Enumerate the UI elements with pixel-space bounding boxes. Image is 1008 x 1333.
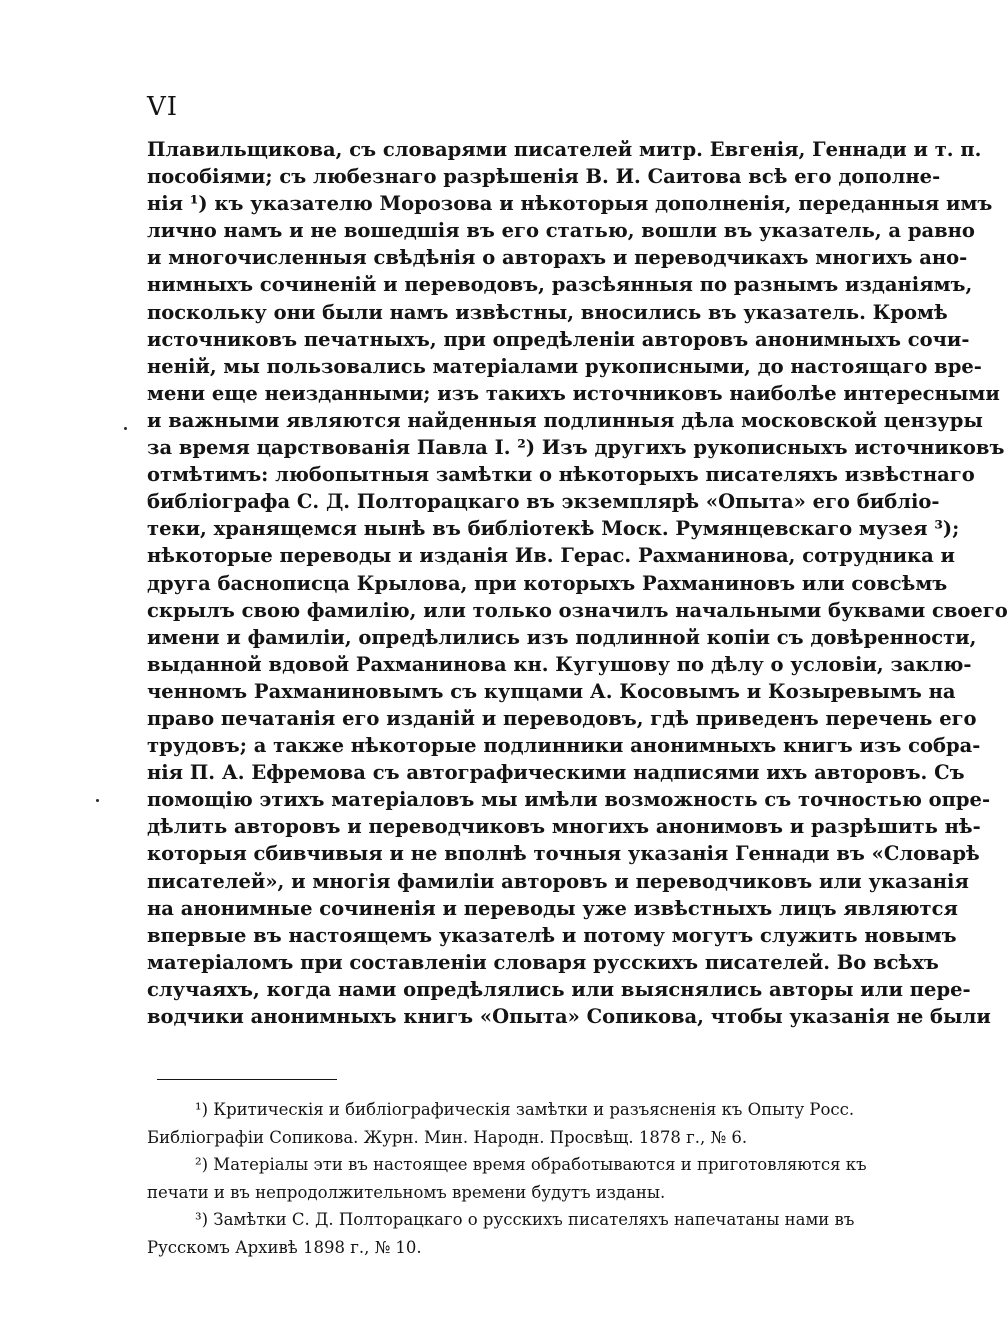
body-line: дѣлить авторовъ и переводчиковъ многихъ анонимовъ и разрѣшить нѣ- bbox=[147, 815, 981, 839]
body-line: за время царствованія Павла I. ²) Изъ другихъ рукописныхъ источниковъ bbox=[147, 436, 1005, 460]
body-line: нія ¹) къ указателю Морозова и нѣкоторыя дополненія, переданныя имъ bbox=[147, 192, 993, 216]
body-line: случаяхъ, когда нами опредѣлялись или выяснялись авторы или пере- bbox=[147, 977, 971, 1001]
footnote-line: Библіографіи Сопикова. Журн. Мин. Народн. Просвѣщ. 1878 г., № 6. bbox=[147, 1127, 748, 1147]
body-line: нѣкоторые переводы и изданія Ив. Герас. Рахманинова, сотрудника и bbox=[147, 544, 956, 568]
body-line: матеріаломъ при составленіи словаря русскихъ писателей. Во всѣхъ bbox=[147, 950, 939, 974]
scan-speck bbox=[124, 427, 127, 430]
body-line: скрылъ свою фамилію, или только означилъ начальными буквами своего bbox=[147, 598, 1008, 622]
body-line: Плавильщикова, съ словарями писателей митр. Евгенія, Геннади и т. п. bbox=[147, 138, 982, 161]
body-line: библіографа С. Д. Полторацкаго въ экземплярѣ «Опыта» его библіо- bbox=[147, 490, 940, 514]
footnote-3 bbox=[147, 1206, 853, 1261]
body-line: водчики анонимныхъ книгъ «Опыта» Сопикова, чтобы указанія не были bbox=[147, 1005, 991, 1028]
body-line: ченномъ Рахманиновымъ съ купцами А. Косовымъ и Козыревымъ на bbox=[147, 679, 956, 703]
body-line: лично намъ и не вошедшія въ его статью, вошли въ указатель, а равно bbox=[147, 219, 975, 243]
body-line: нимныхъ сочиненій и переводовъ, разсѣянныя по разнымъ изданіямъ, bbox=[147, 273, 973, 297]
body-line: и важными являются найденныя подлинныя дѣла московской цензуры bbox=[147, 408, 983, 432]
footnote-line: печати и въ непродолжительномъ времени будутъ изданы. bbox=[147, 1182, 666, 1202]
footnote-line: ¹) Критическія и библіографическія замѣтки и разъясненія къ Опыту Росс. bbox=[195, 1100, 855, 1119]
body-line: на анонимные сочиненія и переводы уже извѣстныхъ лицъ являются bbox=[147, 896, 958, 920]
footnote-divider bbox=[157, 1079, 337, 1080]
body-line: друга баснописца Крылова, при которыхъ Рахманиновъ или совсѣмъ bbox=[147, 571, 948, 595]
body-line: поскольку они были намъ извѣстны, вносились въ указатель. Кромѣ bbox=[147, 300, 948, 324]
body-line: помощію этихъ матеріаловъ мы имѣли возможность съ точностью опре- bbox=[147, 788, 991, 812]
body-line: мени еще неизданными; изъ такихъ источниковъ наиболѣе интересными bbox=[147, 381, 1000, 405]
body-line: имени и фамиліи, опредѣлились изъ подлинной копіи съ довѣренности, bbox=[147, 625, 977, 649]
body-line: теки, хранящемся нынѣ въ библіотекѣ Моск. Румянцевскаго музея ³); bbox=[147, 517, 960, 541]
footnotes bbox=[147, 1096, 867, 1261]
footnote-2 bbox=[147, 1151, 867, 1206]
footnote-1 bbox=[147, 1096, 853, 1151]
body-line: пособіями; съ любезнаго разрѣшенія В. И. Саитова всѣ его дополне- bbox=[147, 165, 941, 189]
body-line: нія П. А. Ефремова съ автографическими надписями ихъ авторовъ. Съ bbox=[147, 761, 965, 785]
footnote-line: ³) Замѣтки С. Д. Полторацкаго о русскихъ писателяхъ напечатаны нами въ bbox=[195, 1210, 855, 1229]
body-line: отмѣтимъ: любопытныя замѣтки о нѣкоторыхъ писателяхъ извѣстнаго bbox=[147, 463, 975, 487]
body-text bbox=[147, 136, 1008, 1030]
footnote-line: Русскомъ Архивѣ 1898 г., № 10. bbox=[147, 1237, 422, 1257]
body-line: впервые въ настоящемъ указателѣ и потому могутъ служить новымъ bbox=[147, 923, 957, 947]
footnote-line: ²) Матеріалы эти въ настоящее время обработываются и приготовляются къ bbox=[195, 1155, 867, 1174]
body-line: трудовъ; а также нѣкоторые подлинники анонимныхъ книгъ изъ собра- bbox=[147, 734, 981, 758]
scan-speck bbox=[96, 799, 99, 802]
page-number: VI bbox=[147, 92, 179, 122]
body-line: выданной вдовой Рахманинова кн. Кугушову по дѣлу о условіи, заклю- bbox=[147, 652, 972, 676]
body-line: источниковъ печатныхъ, при опредѣленіи авторовъ анонимныхъ сочи- bbox=[147, 327, 970, 351]
body-line: писателей», и многія фамиліи авторовъ и переводчиковъ или указанія bbox=[147, 869, 969, 893]
body-line: право печатанія его изданій и переводовъ, гдѣ приведенъ перечень его bbox=[147, 706, 977, 730]
body-line: неній, мы пользовались матеріалами рукописными, до настоящаго вре- bbox=[147, 354, 982, 378]
body-line: и многочисленныя свѣдѣнія о авторахъ и переводчикахъ многихъ ано- bbox=[147, 246, 968, 270]
body-line: которыя сбивчивыя и не вполнѣ точныя указанія Геннади въ «Словарѣ bbox=[147, 842, 980, 866]
